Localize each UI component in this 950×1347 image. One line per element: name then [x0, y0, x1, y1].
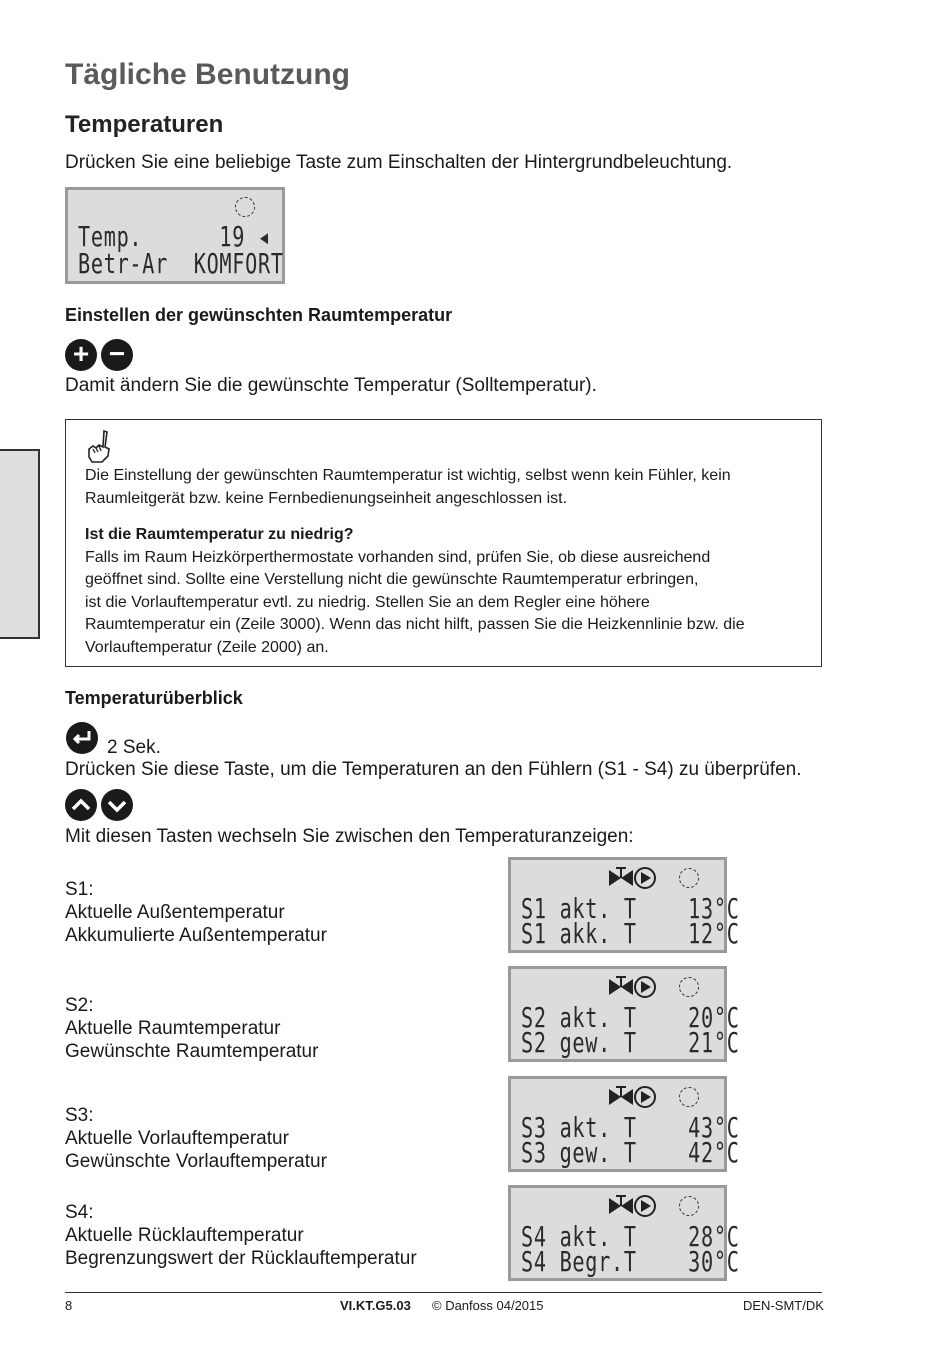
- main-display: [65, 187, 285, 284]
- minus-button[interactable]: [101, 339, 133, 371]
- sensor-display-line-2: S2 gew. T 21°C: [521, 1026, 740, 1059]
- sensor-display-line-1: S3 akt. T 43°C: [521, 1111, 740, 1144]
- sensor-desc1: Aktuelle Vorlauftemperatur: [65, 1128, 289, 1149]
- sensor-desc2: Gewünschte Raumtemperatur: [65, 1041, 319, 1062]
- valve-pump-icon: [607, 975, 657, 999]
- up-button[interactable]: [65, 789, 97, 821]
- plus-icon: +: [72, 338, 90, 369]
- note-paragraph-4: Raumtemperatur ein (Zeile 3000). Wenn das nicht hilft, passen Sie die Heizkennlinie bzw. die: [85, 616, 745, 633]
- document-reference: DEN-SMT/DK: [743, 1298, 824, 1313]
- sensor-display-line-1: S1 akt. T 13°C: [521, 892, 740, 925]
- sensor-display-s1: [508, 857, 740, 953]
- sensor-display-line-2: S1 akk. T 12°C: [521, 917, 740, 950]
- sensor-display-line-2: S3 gew. T 42°C: [521, 1136, 740, 1169]
- sensor-description-s3: [65, 1104, 327, 1173]
- overview-heading: Temperaturüberblick: [65, 688, 243, 708]
- note-paragraph-2: geöffnet sind. Sollte eine Verstellung nicht die gewünschte Raumtemperatur erbringen,: [85, 571, 699, 588]
- sensor-description-s4: [65, 1201, 417, 1270]
- sensor-label: S1:: [65, 879, 94, 900]
- note-box: [65, 419, 822, 667]
- sensor-description-s2: [65, 994, 318, 1063]
- page-title: Tägliche Benutzung: [65, 58, 350, 91]
- sun-icon: [679, 977, 699, 997]
- minus-icon: −: [108, 338, 126, 369]
- chevron-up-icon: [65, 789, 97, 821]
- updown-description: Mit diesen Tasten wechseln Sie zwischen den Temperaturanzeigen:: [65, 826, 634, 847]
- sensor-display-s2: [508, 966, 740, 1062]
- valve-pump-icon: [607, 1085, 657, 1109]
- sun-icon: [679, 868, 699, 888]
- sensor-label: S3:: [65, 1105, 94, 1126]
- doc-code: VI.KT.G5.03: [340, 1298, 411, 1313]
- sensor-label: S4:: [65, 1202, 94, 1223]
- note-paragraph-1: Falls im Raum Heizkörperthermostate vorhanden sind, prüfen Sie, ob diese ausreichend: [85, 549, 711, 566]
- valve-pump-icon: [607, 866, 657, 890]
- sensor-desc2: Gewünschte Vorlauftemperatur: [65, 1151, 327, 1172]
- note-line-1: Die Einstellung der gewünschten Raumtemperatur ist wichtig, selbst wenn kein Fühler, kein: [85, 467, 731, 484]
- sensor-display-s3: [508, 1076, 740, 1172]
- sensor-description-s1: [65, 878, 327, 947]
- copyright: © Danfoss 04/2015: [432, 1298, 544, 1313]
- hand-pointing-icon: [86, 429, 116, 463]
- note-question: Ist die Raumtemperatur zu niedrig?: [85, 526, 354, 543]
- sensor-desc2: Begrenzungswert der Rücklauftemperatur: [65, 1248, 417, 1269]
- section-title: Temperaturen: [65, 111, 224, 138]
- intro-text: Drücken Sie eine beliebige Taste zum Einschalten der Hintergrundbeleuchtung.: [65, 152, 733, 173]
- sun-icon: [235, 197, 255, 217]
- down-button[interactable]: [101, 789, 133, 821]
- enter-arrow-icon: [66, 722, 98, 754]
- enter-duration: 2 Sek.: [107, 737, 161, 758]
- setting-heading: Einstellen der gewünschten Raumtemperatur: [65, 305, 453, 325]
- sensor-display-line-1: S4 akt. T 28°C: [521, 1220, 740, 1253]
- enter-description: Drücken Sie diese Taste, um die Temperaturen an den Fühlern (S1 - S4) zu überprüfen.: [65, 759, 802, 780]
- sensor-label: S2:: [65, 995, 94, 1016]
- note-paragraph-5: Vorlauftemperatur (Zeile 2000) an.: [85, 639, 329, 656]
- valve-pump-icon: [607, 1194, 657, 1218]
- note-line-2: Raumleitgerät bzw. keine Fernbedienungseinheit angeschlossen ist.: [85, 490, 568, 507]
- note-paragraph-3: ist die Vorlauftemperatur evtl. zu niedrig. Stellen Sie an dem Regler eine höhere: [85, 594, 650, 611]
- sensor-desc2: Akkumulierte Außentemperatur: [65, 925, 327, 946]
- sensor-display-s4: [508, 1185, 740, 1281]
- plus-button[interactable]: [65, 339, 97, 371]
- side-tab-marker: [0, 449, 40, 639]
- chevron-down-icon: [101, 789, 133, 821]
- sensor-desc1: Aktuelle Außentemperatur: [65, 902, 285, 923]
- setting-description: Damit ändern Sie die gewünschte Temperatur (Solltemperatur).: [65, 375, 597, 396]
- sun-icon: [679, 1196, 699, 1216]
- sensor-desc1: Aktuelle Rücklauftemperatur: [65, 1225, 304, 1246]
- sensor-display-line-1: S2 akt. T 20°C: [521, 1001, 740, 1034]
- display-line-2: Betr-Ar KOMFORT: [78, 247, 284, 280]
- sensor-display-line-2: S4 Begr.T 30°C: [521, 1245, 740, 1278]
- page-number: 8: [65, 1298, 73, 1313]
- sensor-desc1: Aktuelle Raumtemperatur: [65, 1018, 281, 1039]
- display-line-1: Temp. 19 ◂: [78, 220, 271, 253]
- footer-rule: [65, 1292, 822, 1293]
- enter-button[interactable]: [66, 722, 98, 754]
- sun-icon: [679, 1087, 699, 1107]
